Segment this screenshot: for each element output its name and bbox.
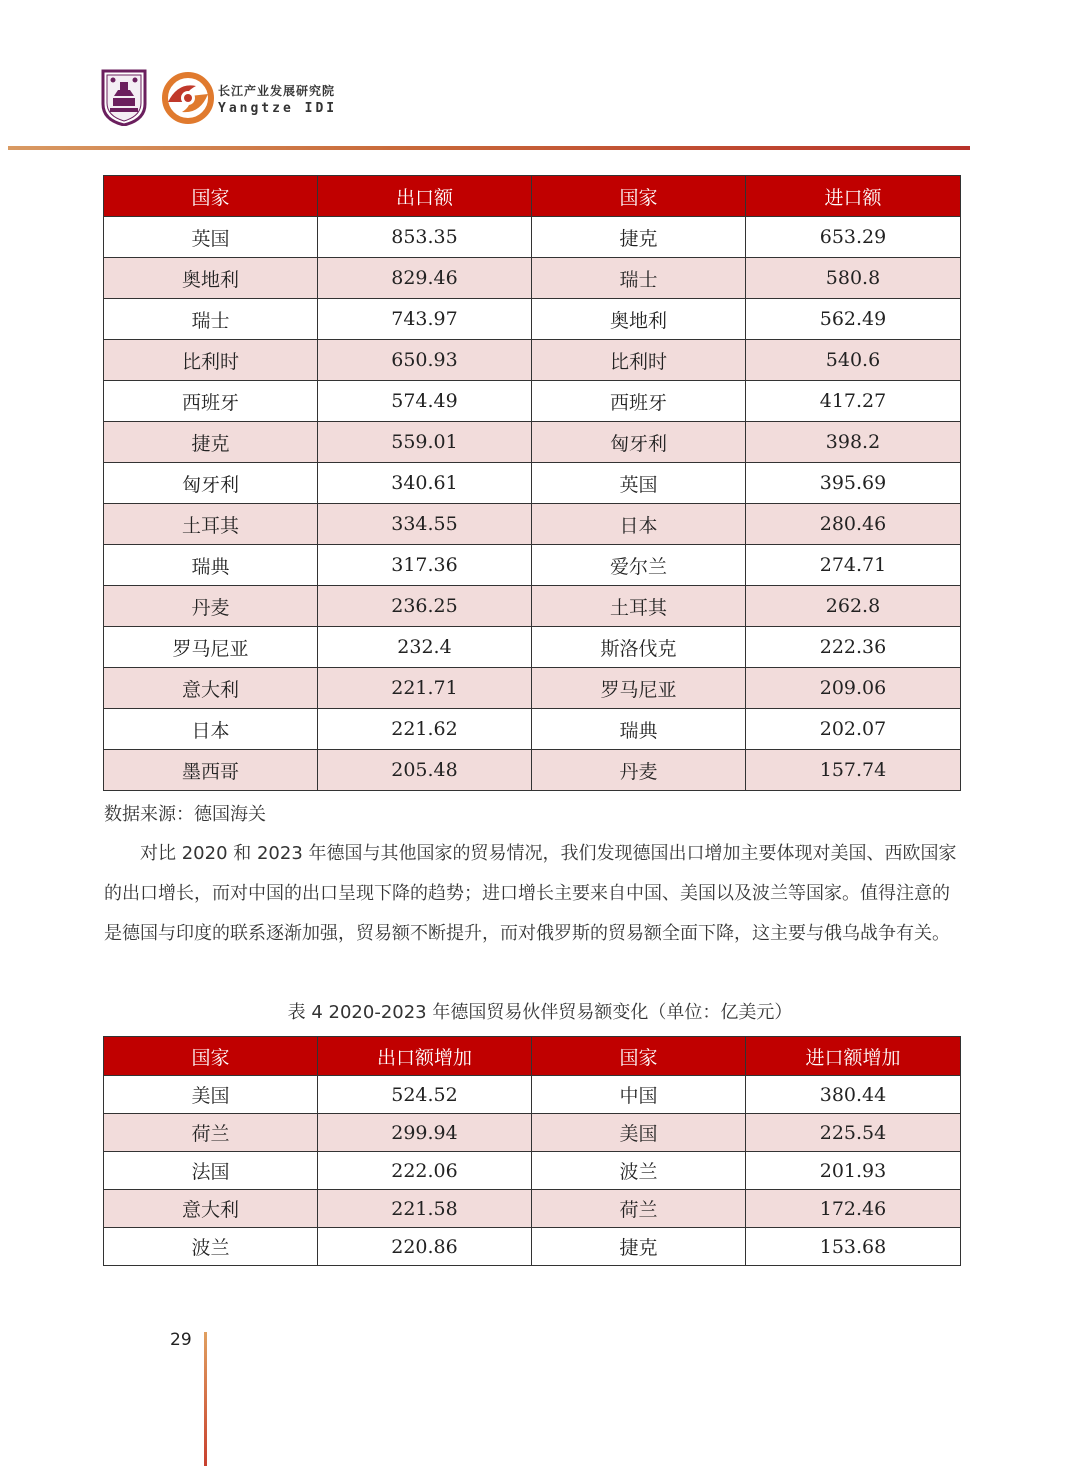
column-header: 出口额增加 [318, 1037, 532, 1076]
table-cell: 捷克 [532, 217, 746, 258]
trade-change-table [103, 1036, 961, 1266]
table-cell: 743.97 [318, 299, 532, 340]
table-cell: 奥地利 [532, 299, 746, 340]
table-row [104, 750, 961, 791]
table-cell: 罗马尼亚 [104, 627, 318, 668]
table-row [104, 299, 961, 340]
table-cell: 爱尔兰 [532, 545, 746, 586]
table-row [104, 627, 961, 668]
table-row [104, 258, 961, 299]
table-cell: 捷克 [104, 422, 318, 463]
column-header: 国家 [104, 176, 318, 217]
table-row [104, 381, 961, 422]
table-row [104, 545, 961, 586]
table-cell: 奥地利 [104, 258, 318, 299]
table-cell: 比利时 [104, 340, 318, 381]
table-cell: 262.8 [746, 586, 961, 627]
column-header: 国家 [532, 176, 746, 217]
yangtze-idi-logo [162, 72, 214, 124]
table-cell: 205.48 [318, 750, 532, 791]
table-cell: 221.62 [318, 709, 532, 750]
table-cell: 172.46 [746, 1190, 961, 1228]
table-cell: 524.52 [318, 1076, 532, 1114]
table-cell: 395.69 [746, 463, 961, 504]
table-caption: 表 4 2020-2023 年德国贸易伙伴贸易额变化（单位：亿美元） [287, 1002, 793, 1023]
table-row [104, 422, 961, 463]
table-cell: 202.07 [746, 709, 961, 750]
column-header: 国家 [532, 1037, 746, 1076]
table-cell: 650.93 [318, 340, 532, 381]
table-cell: 波兰 [104, 1228, 318, 1266]
table-cell: 匈牙利 [104, 463, 318, 504]
column-header: 出口额 [318, 176, 532, 217]
table-cell: 221.58 [318, 1190, 532, 1228]
column-header: 进口额增加 [746, 1037, 961, 1076]
table-cell: 222.36 [746, 627, 961, 668]
table-cell: 土耳其 [532, 586, 746, 627]
table-row [104, 340, 961, 381]
table-row [104, 1228, 961, 1266]
table-header-row [104, 176, 961, 217]
table-row [104, 1076, 961, 1114]
table-cell: 562.49 [746, 299, 961, 340]
table-cell: 罗马尼亚 [532, 668, 746, 709]
org-name-block [218, 82, 337, 116]
page-number-rule [204, 1332, 207, 1466]
body-paragraph: 对比 2020 和 2023 年德国与其他国家的贸易情况，我们发现德国出口增加主要体现对美国、西欧国家的出口增长，而对中国的出口呈现下降的趋势；进口增长主要来自中国、美国以及波兰等国家。值得注意的是德国与印度的联系逐渐加强，贸易额不断提升，而对俄罗斯的贸易额全面下降，这主要与俄乌战争有关。 [104, 843, 957, 944]
org-name-en: Yangtze IDI [218, 101, 338, 116]
table-cell: 540.6 [746, 340, 961, 381]
table-cell: 比利时 [532, 340, 746, 381]
table-cell: 417.27 [746, 381, 961, 422]
table-cell: 201.93 [746, 1152, 961, 1190]
table-cell: 丹麦 [532, 750, 746, 791]
table-cell: 334.55 [318, 504, 532, 545]
table-cell: 274.71 [746, 545, 961, 586]
table-cell: 398.2 [746, 422, 961, 463]
table-cell: 法国 [104, 1152, 318, 1190]
table-cell: 232.4 [318, 627, 532, 668]
page-header [100, 68, 800, 130]
table-cell: 瑞士 [104, 299, 318, 340]
table-row [104, 463, 961, 504]
table-cell: 580.8 [746, 258, 961, 299]
table-row [104, 504, 961, 545]
table-cell: 日本 [532, 504, 746, 545]
table-cell: 斯洛伐克 [532, 627, 746, 668]
table-cell: 丹麦 [104, 586, 318, 627]
table-cell: 美国 [532, 1114, 746, 1152]
table-cell: 317.36 [318, 545, 532, 586]
table-cell: 西班牙 [104, 381, 318, 422]
table-cell: 波兰 [532, 1152, 746, 1190]
table-cell: 222.06 [318, 1152, 532, 1190]
table-cell: 380.44 [746, 1076, 961, 1114]
table-cell: 236.25 [318, 586, 532, 627]
table-cell: 829.46 [318, 258, 532, 299]
table-row [104, 668, 961, 709]
table-cell: 221.71 [318, 668, 532, 709]
table-row [104, 1152, 961, 1190]
table-cell: 225.54 [746, 1114, 961, 1152]
table-cell: 瑞典 [104, 545, 318, 586]
table-row [104, 1114, 961, 1152]
table-row [104, 709, 961, 750]
column-header: 进口额 [746, 176, 961, 217]
table-row [104, 1190, 961, 1228]
table-cell: 捷克 [532, 1228, 746, 1266]
table-cell: 瑞士 [532, 258, 746, 299]
column-header: 国家 [104, 1037, 318, 1076]
export-import-table [103, 175, 961, 791]
table-cell: 英国 [532, 463, 746, 504]
org-name-cn: 长江产业发展研究院 [218, 84, 336, 98]
table-cell: 299.94 [318, 1114, 532, 1152]
table-cell: 英国 [104, 217, 318, 258]
table-cell: 荷兰 [104, 1114, 318, 1152]
table-cell: 土耳其 [104, 504, 318, 545]
table-cell: 日本 [104, 709, 318, 750]
table-cell: 340.61 [318, 463, 532, 504]
table-cell: 匈牙利 [532, 422, 746, 463]
table-cell: 157.74 [746, 750, 961, 791]
header-divider [8, 146, 970, 150]
table-cell: 意大利 [104, 1190, 318, 1228]
table-cell: 853.35 [318, 217, 532, 258]
table-cell: 209.06 [746, 668, 961, 709]
university-emblem-logo [100, 68, 148, 126]
table-cell: 559.01 [318, 422, 532, 463]
table-cell: 153.68 [746, 1228, 961, 1266]
table-cell: 220.86 [318, 1228, 532, 1266]
page-number: 29 [170, 1330, 192, 1350]
data-source-note: 数据来源：德国海关 [104, 804, 266, 825]
table-cell: 280.46 [746, 504, 961, 545]
table-cell: 西班牙 [532, 381, 746, 422]
table-cell: 意大利 [104, 668, 318, 709]
table-cell: 瑞典 [532, 709, 746, 750]
table-cell: 653.29 [746, 217, 961, 258]
table-cell: 中国 [532, 1076, 746, 1114]
table-cell: 574.49 [318, 381, 532, 422]
table-row [104, 217, 961, 258]
table-cell: 美国 [104, 1076, 318, 1114]
table-row [104, 586, 961, 627]
table-cell: 荷兰 [532, 1190, 746, 1228]
table-header-row [104, 1037, 961, 1076]
table-cell: 墨西哥 [104, 750, 318, 791]
